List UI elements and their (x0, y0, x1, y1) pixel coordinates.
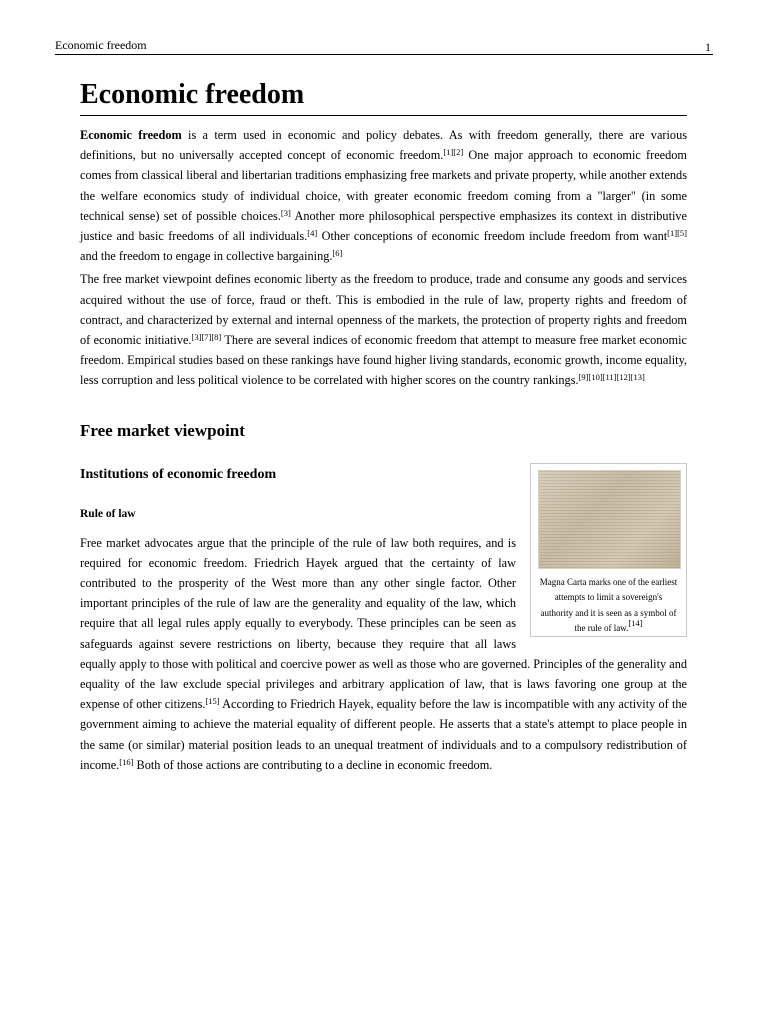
page-number: 1 (705, 40, 711, 54)
subsection-heading-institutions: Institutions of economic freedom (80, 466, 277, 482)
text-run: The free market viewpoint defines economic liberty as the freedom to produce, trade and consume any goods and services acquired without the use of force, fraud or theft. This is embodied in the rule of law, property rights and freedom of contract, and characterized by external and internal openness of the markets, the protection of property rights and freedom of economic initiative. (80, 272, 687, 348)
article-body (80, 78, 687, 775)
citation-link[interactable]: [1][5] (667, 228, 687, 239)
section-heading-free-market: Free market viewpoint (80, 420, 245, 440)
text-run: is a term used in economic and policy debates. As with freedom generally, there are various definitions, but no universally accepted concept of economic freedom. (80, 128, 687, 163)
subsubsection-heading-rule-of-law: Rule of law (80, 507, 136, 520)
figure-caption (538, 575, 679, 637)
running-header (55, 37, 713, 55)
intro-paragraph-1 (80, 125, 687, 266)
citation-link[interactable]: [4] (307, 228, 318, 239)
citation-link[interactable]: [9][10][11][12][13] (578, 372, 645, 383)
citation-link[interactable]: [14] (628, 618, 643, 629)
running-header-title: Economic freedom (55, 38, 147, 52)
caption-text: Magna Carta marks one of the earliest attempts to limit a sovereign's authority and it is seen as a symbol of the rule of law. (539, 576, 678, 634)
citation-link[interactable]: [1][2] (443, 147, 464, 158)
citation-link[interactable]: [6] (332, 248, 343, 259)
citation-link[interactable]: [3][7][8] (191, 332, 222, 343)
page-title: Economic freedom (80, 78, 687, 116)
magna-carta-image[interactable] (538, 470, 681, 569)
citation-link[interactable]: [3] (280, 207, 291, 218)
figure-thumbnail (530, 463, 687, 637)
text-run: There are several indices of economic freedom that attempt to measure free market economic freedom. Empirical studies based on these rankings have found higher living standards, economic growth, income equality, less corruption and less political violence to be correlated with higher scores on the country rankings. (80, 333, 687, 388)
text-run: Free market advocates argue that the principle of the rule of law both requires, and is required for economic freedom. Friedrich Hayek argued that the certainty of law contributed to the prosperity of the West more than any other single factor. Other important principles of the rule of law are the generality and equality of the law, which require that all legal rules apply equally to everybody. These principles can be seen as safeguards against severe restrictions on liberty, because they require that all laws equally apply to those with political and coercive power as well as those who are governed. Principles of the generality and equality of the law exclude special privileges and arbitrary application of law, that is laws favoring one group at the expense of other citizens. (80, 535, 687, 712)
text-run: According to Friedrich Hayek, equality before the law is incompatible with any activity of the government aiming to achieve the material equality of different people. He asserts that a state's attempt to place people in the same (or similar) material position leads to an unequal treatment of individuals and to a compulsory redistribution of income. (80, 697, 687, 772)
text-run: One major approach to economic freedom comes from classical liberal and libertarian traditions emphasizing free markets and private property, while another extends the welfare economics study of individual choice, with greater economic freedom coming from a "larger" (in some technical sense) set of possible choices. (80, 148, 687, 223)
citation-link[interactable]: [16] (119, 756, 134, 767)
text-run: Both of those actions are contributing to a decline in economic freedom. (133, 757, 493, 772)
text-run: Other conceptions of economic freedom include freedom from want (317, 229, 668, 244)
rule-of-law-paragraph (80, 533, 687, 775)
text-run: Another more philosophical perspective emphasizes its context in distributive justice and basic freedoms of all individuals. (80, 208, 688, 244)
text-run: and the freedom to engage in collective bargaining. (80, 249, 333, 264)
lead-term: Economic freedom (80, 128, 182, 142)
citation-link[interactable]: [15] (205, 696, 220, 707)
intro-paragraph-2 (80, 269, 687, 390)
